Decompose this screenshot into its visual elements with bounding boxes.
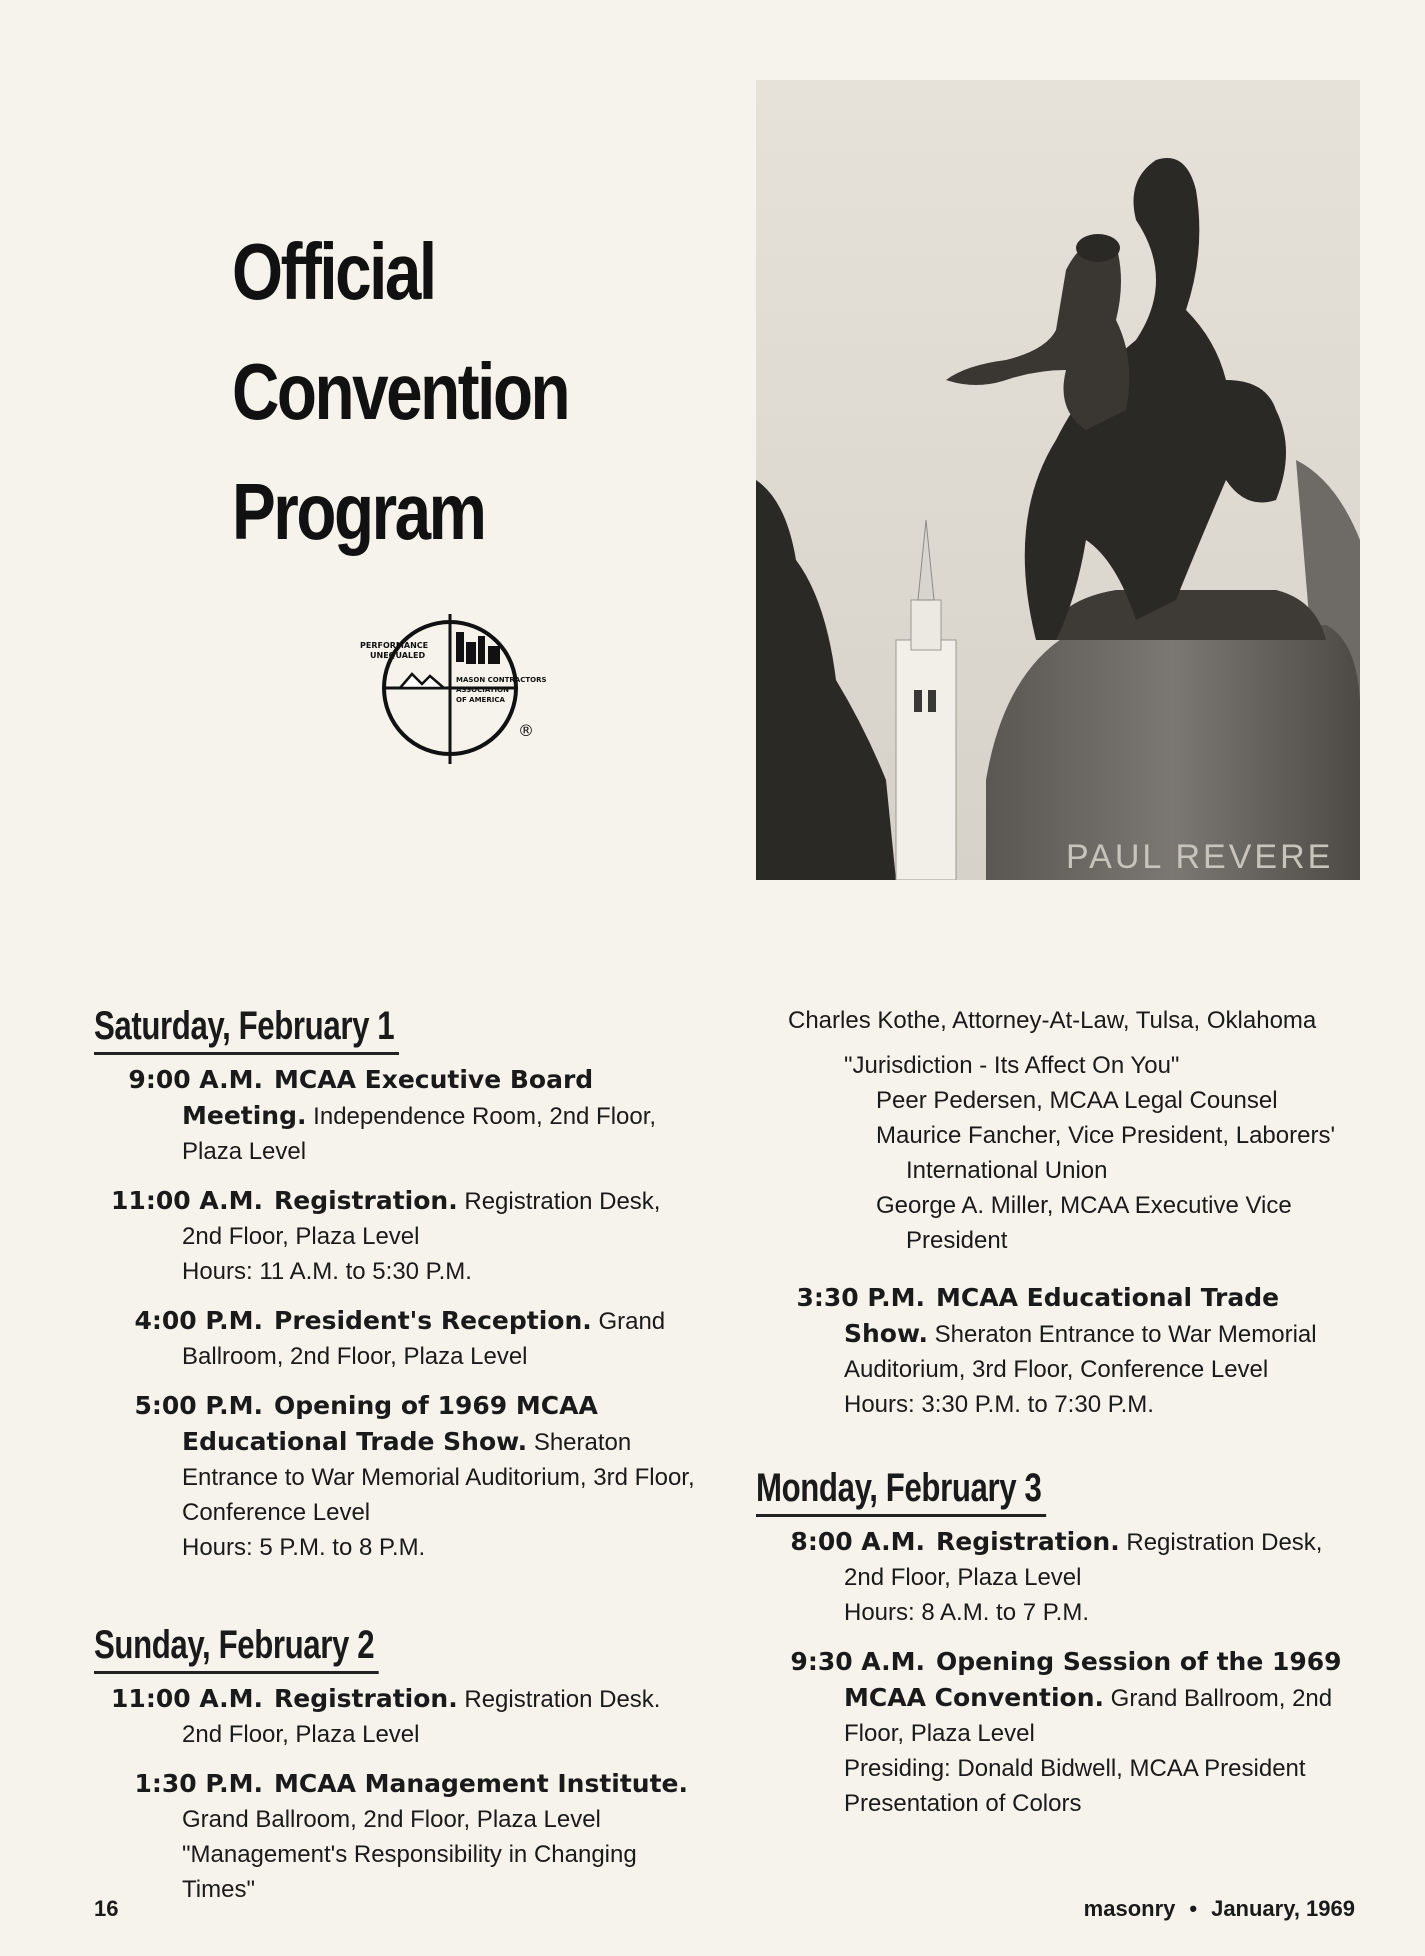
talk-title: "Jurisdiction - Its Affect On You" [844,1052,1180,1079]
logo-text-america: OF AMERICA [456,696,505,704]
entry-text: Independence Room, 2nd Floor, Plaza Level [182,1103,657,1165]
entry-title: MCAA Executive Board Meeting. [182,1065,594,1130]
registered-mark: ® [518,721,534,740]
page-number: 16 [94,1896,119,1921]
entry-time: 8:00 A.M. [790,1527,925,1556]
entry-hours: Hours: 5 P.M. to 8 P.M. [182,1534,426,1561]
entry-text: Registration Desk, 2nd Floor, Plaza Level [844,1529,1323,1591]
right-column [756,1003,1362,1835]
schedule-entry [94,1062,700,1169]
entry-hours: Hours: 3:30 P.M. to 7:30 P.M. [844,1391,1154,1418]
schedule-entry [94,1388,700,1565]
entry-title: Opening of 1969 MCAA Educational Trade Show. [182,1391,598,1456]
entry-hours: Hours: 11 A.M. to 5:30 P.M. [182,1258,472,1285]
entry-text: Grand Ballroom, 2nd Floor, Plaza Level [844,1685,1333,1747]
schedule-entry [756,1524,1362,1630]
schedule-entry [756,1644,1362,1821]
schedule-entry [94,1183,700,1289]
title-line-3: Program [232,467,485,556]
running-footer [1084,1896,1355,1922]
logo-text-association: ASSOCIATION [456,686,509,694]
entry-title: Opening Session of the 1969 MCAA Convention. [844,1647,1342,1712]
entry-hours: Hours: 8 A.M. to 7 P.M. [844,1599,1089,1626]
entry-time: 9:30 A.M. [790,1647,925,1676]
entry-detail: Presiding: Donald Bidwell, MCAA President [844,1755,1306,1782]
entry-title: Registration. [936,1527,1120,1556]
entry-detail: Presentation of Colors [844,1790,1082,1817]
footer-bullet: • [1189,1896,1198,1921]
paul-revere-statue-photo [756,80,1360,880]
entry-title: Registration. [274,1684,458,1713]
talk-speaker: Maurice Fancher, Vice President, Laborers' International Union [876,1122,1336,1184]
entry-title: MCAA Educational Trade Show. [844,1283,1280,1348]
entry-text: Registration Desk. 2nd Floor, Plaza Level [182,1686,661,1748]
logo-text-mason: MASON CONTRACTORS [456,676,547,684]
entry-text: Grand Ballroom, 2nd Floor, Plaza Level [182,1308,666,1370]
entry-time: 11:00 A.M. [111,1186,263,1215]
mcaa-logo [360,596,550,766]
schedule-entry [756,1280,1362,1422]
talk-speaker: George A. Miller, MCAA Executive Vice President [876,1192,1292,1254]
magazine-name: masonry [1083,1896,1176,1921]
entry-title: Registration. [274,1186,458,1215]
entry-text: Registration Desk, 2nd Floor, Plaza Level [182,1188,661,1250]
schedule-entry [94,1303,700,1374]
entry-time: 9:00 A.M. [128,1065,263,1094]
saturday-heading: Saturday, February 1 [94,1000,399,1055]
entry-text: Sheraton Entrance to War Memorial Auditorium, 3rd Floor, Conference Level [844,1321,1317,1383]
schedule-entry [94,1681,700,1752]
left-column [94,1000,700,1921]
logo-text-performance: PERFORMANCE [360,641,429,650]
entry-time: 5:00 P.M. [134,1391,263,1420]
logo-text-unequaled: UNEQUALED [370,651,426,660]
entry-text: Grand Ballroom, 2nd Floor, Plaza Level [182,1806,601,1833]
page-title [232,212,568,572]
monday-heading: Monday, February 3 [756,1462,1046,1517]
statue-inscription: PAUL REVERE [1066,838,1334,876]
talk-title: "Management's Responsibility in Changing Times" [182,1841,637,1903]
entry-title: MCAA Management Institute. [274,1769,689,1798]
issue-date: January, 1969 [1211,1896,1355,1921]
talk-speaker: Peer Pedersen, MCAA Legal Counsel [876,1087,1278,1114]
entry-text: Sheraton Entrance to War Memorial Auditorium, 3rd Floor, Conference Level [182,1429,695,1526]
sunday-heading: Sunday, February 2 [94,1619,379,1674]
entry-title: President's Reception. [274,1306,592,1335]
entry-time: 3:30 P.M. [796,1283,925,1312]
entry-time: 1:30 P.M. [134,1769,263,1798]
entry-time: 4:00 P.M. [134,1306,263,1335]
talk-speaker: Charles Kothe, Attorney-At-Law, Tulsa, Oklahoma [788,1007,1317,1034]
title-line-1: Official [232,227,435,316]
title-line-2: Convention [232,347,569,436]
schedule-entry [94,1766,700,1907]
entry-time: 11:00 A.M. [111,1684,263,1713]
